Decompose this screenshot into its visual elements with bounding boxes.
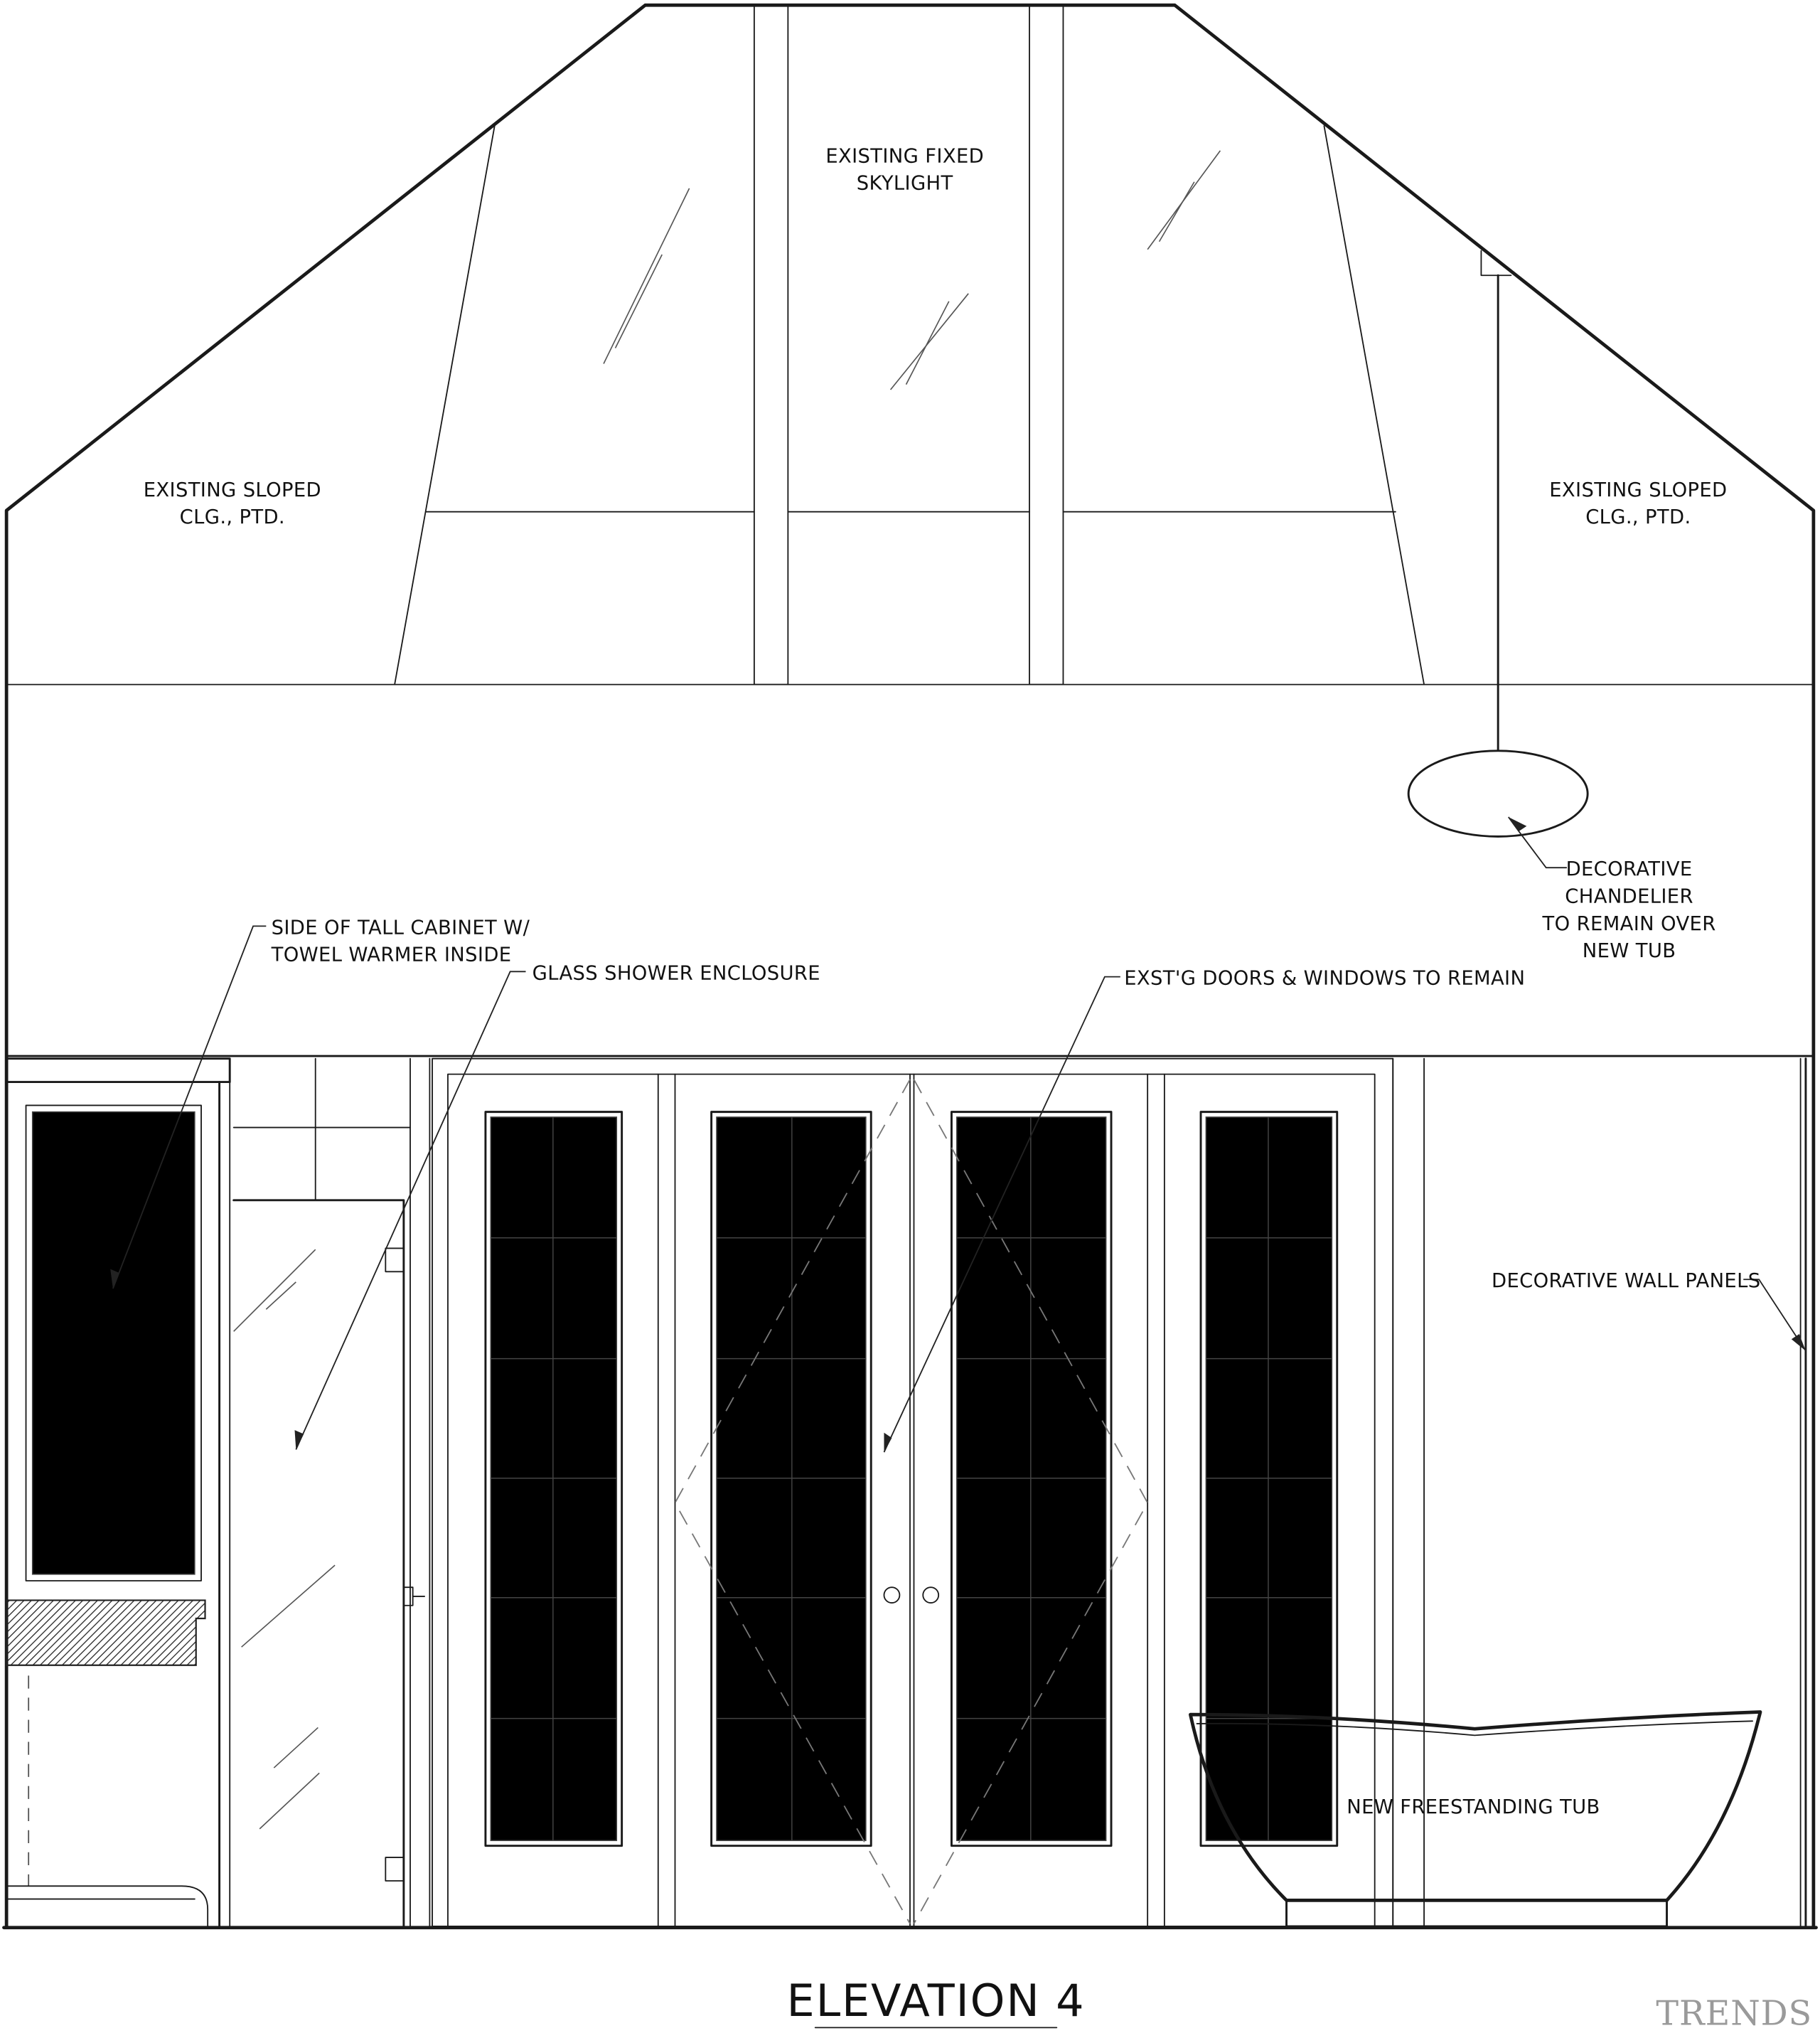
label-sloped-ceiling-left [144,479,321,528]
countertop-hatch [6,1600,205,1665]
label-chandelier [1542,858,1716,962]
svg-text:SIDE OF TALL CABINET W/: SIDE OF TALL CABINET W/ [271,917,530,939]
label-skylight [825,145,984,194]
svg-text:EXISTING SLOPED: EXISTING SLOPED [1549,479,1728,501]
chandelier [1408,251,1588,837]
wall-panel-edge [1801,1059,1806,1926]
label-doors: EXST'G DOORS & WINDOWS TO REMAIN [1124,967,1526,990]
svg-text:TOWEL WARMER INSIDE: TOWEL WARMER INSIDE [271,944,512,966]
door-knob-left [884,1587,899,1603]
svg-text:CHANDELIER: CHANDELIER [1565,885,1693,908]
svg-text:CLG., PTD.: CLG., PTD. [179,506,286,529]
tall-cabinet [6,1059,230,1926]
shower-enclosure [234,1059,430,1926]
svg-text:CLG., PTD.: CLG., PTD. [1585,506,1691,529]
label-tub: NEW FREESTANDING TUB [1347,1796,1600,1818]
svg-text:EXISTING FIXED: EXISTING FIXED [825,145,985,168]
drawing-title: ELEVATION 4 [786,1974,1086,2027]
label-tall-cabinet [271,917,530,966]
door-knob-right [923,1587,938,1603]
svg-text:DECORATIVE: DECORATIVE [1565,858,1693,881]
svg-text:NEW TUB: NEW TUB [1582,940,1676,963]
skylight-mullion-right [1029,5,1063,684]
skylight-mullion-left [754,5,788,684]
door-leaf-left [712,1112,872,1846]
svg-text:TO REMAIN OVER: TO REMAIN OVER [1542,912,1716,935]
sidelight-left [486,1112,622,1846]
sidelight-right [1201,1112,1337,1846]
skylight [395,5,1424,684]
label-sloped-ceiling-right [1549,479,1727,528]
watermark-logo: TRENDS [1656,1994,1813,2034]
svg-text:SKYLIGHT: SKYLIGHT [856,172,953,195]
svg-text:EXISTING SLOPED: EXISTING SLOPED [143,479,321,501]
label-shower: GLASS SHOWER ENCLOSURE [532,962,820,985]
door-leaf-right [951,1112,1111,1846]
label-wall-panels: DECORATIVE WALL PANELS [1492,1270,1761,1293]
